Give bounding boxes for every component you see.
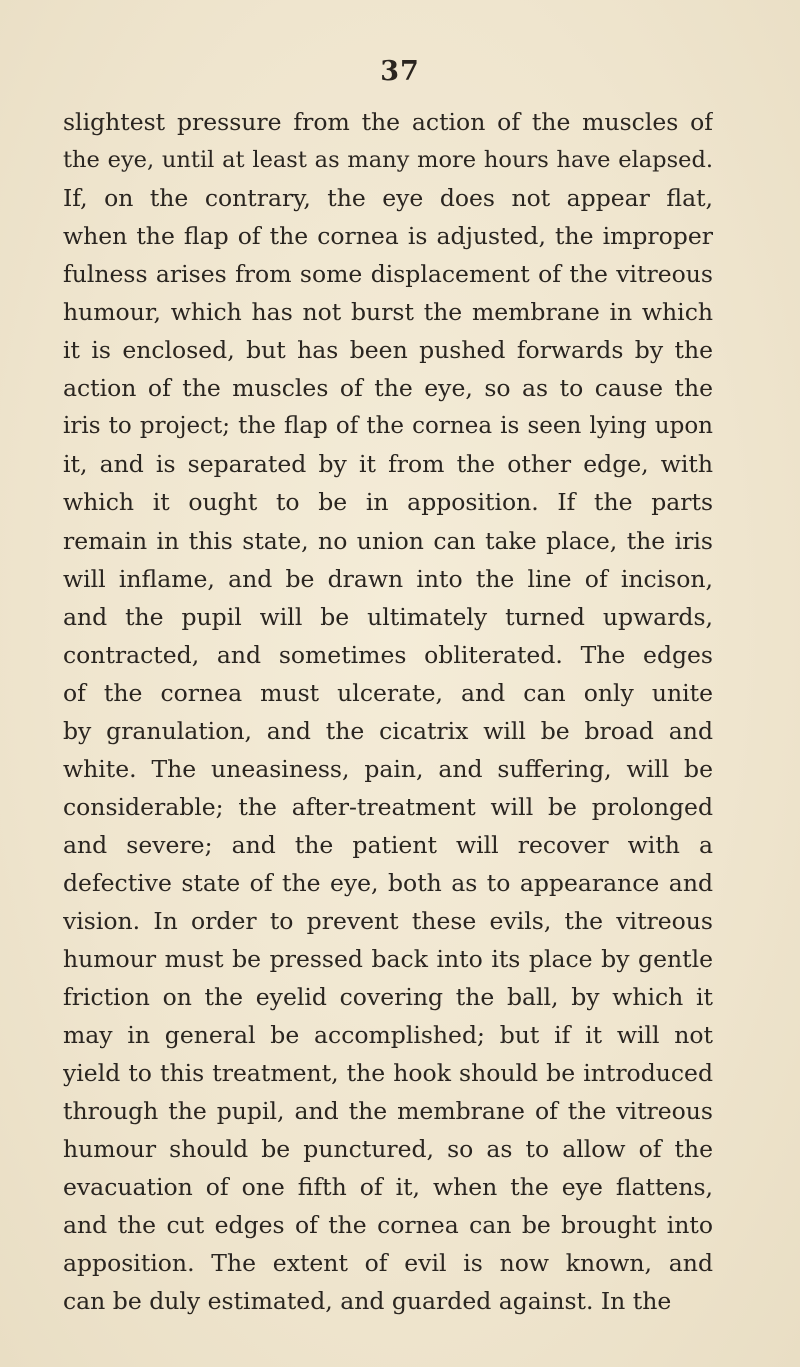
text-line: iris to project; the flap of the cornea is seen lying upon (63, 413, 713, 440)
text-line: of the cornea must ulcerate, and can only unite (63, 678, 713, 707)
text-line: when the flap of the cornea is adjusted, the improper (63, 222, 713, 251)
text-line: humour should be punctured, so as to allow of the (63, 1135, 713, 1164)
text-line: humour must be pressed back into its place by gentle (63, 945, 713, 974)
text-line: contracted, and sometimes obliterated. The edges (63, 640, 713, 669)
text-line: yield to this treatment, the hook should be introduced (63, 1059, 713, 1088)
text-line: slightest pressure from the action of the muscles of (63, 108, 713, 136)
text-line: and the cut edges of the cornea can be brought into (63, 1211, 713, 1240)
text-line: it, and is separated by it from the other edge, with (63, 450, 713, 479)
text-line: through the pupil, and the membrane of the vitreous (63, 1097, 713, 1126)
text-line: vision. In order to prevent these evils, the vitreous (63, 906, 713, 935)
text-line: apposition. The extent of evil is now known, and (63, 1249, 713, 1278)
text-line: considerable; the after-treatment will be prolonged (63, 792, 713, 821)
text-line: the eye, until at least as many more hours have elapsed. (63, 147, 713, 174)
text-line: evacuation of one fifth of it, when the eye flattens, (63, 1173, 713, 1202)
text-line: will inflame, and be drawn into the line of incison, (63, 564, 713, 593)
text-line: If, on the contrary, the eye does not appear flat, (63, 184, 713, 213)
text-line: may in general be accomplished; but if it will not (63, 1021, 713, 1050)
text-line: it is enclosed, but has been pushed forwards by the (63, 336, 713, 365)
text-line: action of the muscles of the eye, so as to cause the (63, 374, 713, 403)
text-line: white. The uneasiness, pain, and suffering, will be (63, 754, 713, 783)
text-line: by granulation, and the cicatrix will be broad and (63, 716, 713, 745)
text-line: defective state of the eye, both as to appearance and (63, 868, 713, 897)
text-line: can be duly estimated, and guarded against. In the (63, 1287, 672, 1316)
text-line: which it ought to be in apposition. If the parts (63, 488, 713, 517)
text-line: remain in this state, no union can take place, the iris (63, 526, 713, 555)
text-line: and severe; and the patient will recover with a (63, 830, 713, 859)
text-line: and the pupil will be ultimately turned upwards, (63, 602, 713, 631)
text-line: fulness arises from some displacement of the vitreous (63, 260, 713, 289)
text-line: humour, which has not burst the membrane in which (63, 298, 713, 327)
body-text (63, 103, 713, 1321)
page-number: 37 (380, 56, 420, 87)
text-line: friction on the eyelid covering the ball, by which it (63, 983, 713, 1012)
